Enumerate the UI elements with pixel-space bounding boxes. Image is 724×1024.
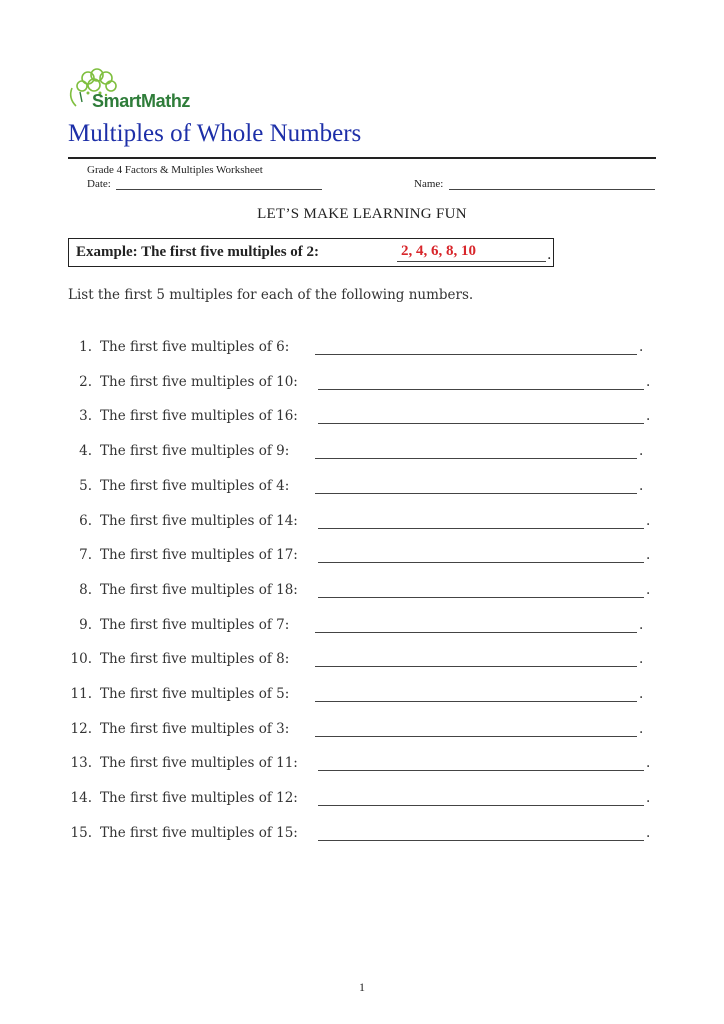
question-text: The first five multiples of 7: <box>100 616 290 633</box>
smartmathz-logo <box>66 66 216 114</box>
question-text: The first five multiples of 14: <box>100 512 298 529</box>
question-text: The first five multiples of 5: <box>100 686 290 702</box>
answer-period: . <box>646 512 651 529</box>
question-item <box>0 617 724 641</box>
brand-name <box>92 91 190 112</box>
question-number: 1. <box>79 339 92 355</box>
example-answer: 2, 4, 6, 8, 10 <box>401 243 476 259</box>
answer-field[interactable] <box>315 666 637 667</box>
question-item <box>0 339 724 363</box>
answer-period: . <box>646 824 651 841</box>
answer-period: . <box>639 443 644 460</box>
question-item <box>0 582 724 606</box>
question-text: The first five multiples of 10: <box>100 373 298 390</box>
question-text: The first five multiples of 15: <box>100 824 298 841</box>
question-text: The first five multiples of 17: <box>100 547 298 564</box>
question-text: The first five multiples of 11: <box>100 755 298 772</box>
answer-field[interactable] <box>315 493 637 494</box>
question-item <box>0 686 724 710</box>
question-number: 11. <box>70 686 92 702</box>
question-number: 7. <box>79 547 92 564</box>
question-text: The first five multiples of 6: <box>100 339 290 355</box>
name-field[interactable] <box>449 189 655 190</box>
question-item <box>0 651 724 675</box>
example-answer-line <box>397 261 546 262</box>
question-text: The first five multiples of 18: <box>100 581 298 598</box>
question-number: 6. <box>79 512 92 529</box>
answer-period: . <box>646 581 651 598</box>
answer-period: . <box>639 477 644 494</box>
answer-field[interactable] <box>315 632 637 633</box>
answer-field[interactable] <box>318 840 644 841</box>
answer-period: . <box>639 686 644 702</box>
answer-period: . <box>646 755 651 772</box>
question-item <box>0 374 724 398</box>
answer-field[interactable] <box>318 389 644 390</box>
answer-field[interactable] <box>318 562 644 563</box>
answer-field[interactable] <box>318 597 644 598</box>
question-item <box>0 408 724 432</box>
question-item <box>0 478 724 502</box>
date-label: Date: <box>87 178 111 190</box>
question-text: The first five multiples of 3: <box>100 720 290 737</box>
answer-period: . <box>639 651 644 668</box>
name-label: Name: <box>414 178 444 190</box>
brand-name-part2: Mathz <box>141 91 191 111</box>
question-item <box>0 443 724 467</box>
answer-period: . <box>646 790 651 807</box>
answer-period: . <box>639 339 644 355</box>
date-field[interactable] <box>116 189 322 190</box>
question-number: 8. <box>79 581 92 598</box>
page-number: 1 <box>359 980 365 994</box>
answer-field[interactable] <box>318 805 644 806</box>
answer-field[interactable] <box>318 423 644 424</box>
question-number: 5. <box>79 477 92 494</box>
question-number: 12. <box>70 720 92 737</box>
answer-period: . <box>639 720 644 737</box>
title-divider <box>68 157 656 159</box>
question-number: 14. <box>70 790 92 807</box>
slogan: LET’S MAKE LEARNING FUN <box>257 206 467 222</box>
question-number: 3. <box>79 408 92 425</box>
question-number: 4. <box>79 443 92 460</box>
answer-period: . <box>646 408 651 425</box>
question-text: The first five multiples of 8: <box>100 651 290 668</box>
brand-name-part1: Smart <box>92 91 142 111</box>
example-period: . <box>547 247 552 263</box>
question-number: 13. <box>70 755 92 772</box>
question-item <box>0 721 724 745</box>
question-item <box>0 825 724 849</box>
answer-period: . <box>639 616 644 633</box>
answer-field[interactable] <box>318 528 644 529</box>
question-text: The first five multiples of 4: <box>100 477 290 494</box>
answer-period: . <box>646 373 651 390</box>
question-item <box>0 513 724 537</box>
question-text: The first five multiples of 12: <box>100 790 298 807</box>
page-title: Multiples of Whole Numbers <box>68 120 362 147</box>
answer-field[interactable] <box>315 458 637 459</box>
answer-period: . <box>646 547 651 564</box>
question-text: The first five multiples of 9: <box>100 443 290 460</box>
question-item <box>0 755 724 779</box>
answer-field[interactable] <box>318 770 644 771</box>
question-item <box>0 547 724 571</box>
question-text: The first five multiples of 16: <box>100 408 298 425</box>
answer-field[interactable] <box>315 354 637 355</box>
answer-field[interactable] <box>315 736 637 737</box>
question-number: 2. <box>79 373 92 390</box>
instructions: List the first 5 multiples for each of the following numbers. <box>68 287 474 303</box>
example-label: Example: The first five multiples of 2: <box>76 244 320 260</box>
question-number: 10. <box>70 651 92 668</box>
answer-field[interactable] <box>315 701 637 702</box>
question-number: 9. <box>79 616 92 633</box>
question-number: 15. <box>70 824 92 841</box>
worksheet-subtitle: Grade 4 Factors & Multiples Worksheet <box>87 164 263 176</box>
question-item <box>0 790 724 814</box>
